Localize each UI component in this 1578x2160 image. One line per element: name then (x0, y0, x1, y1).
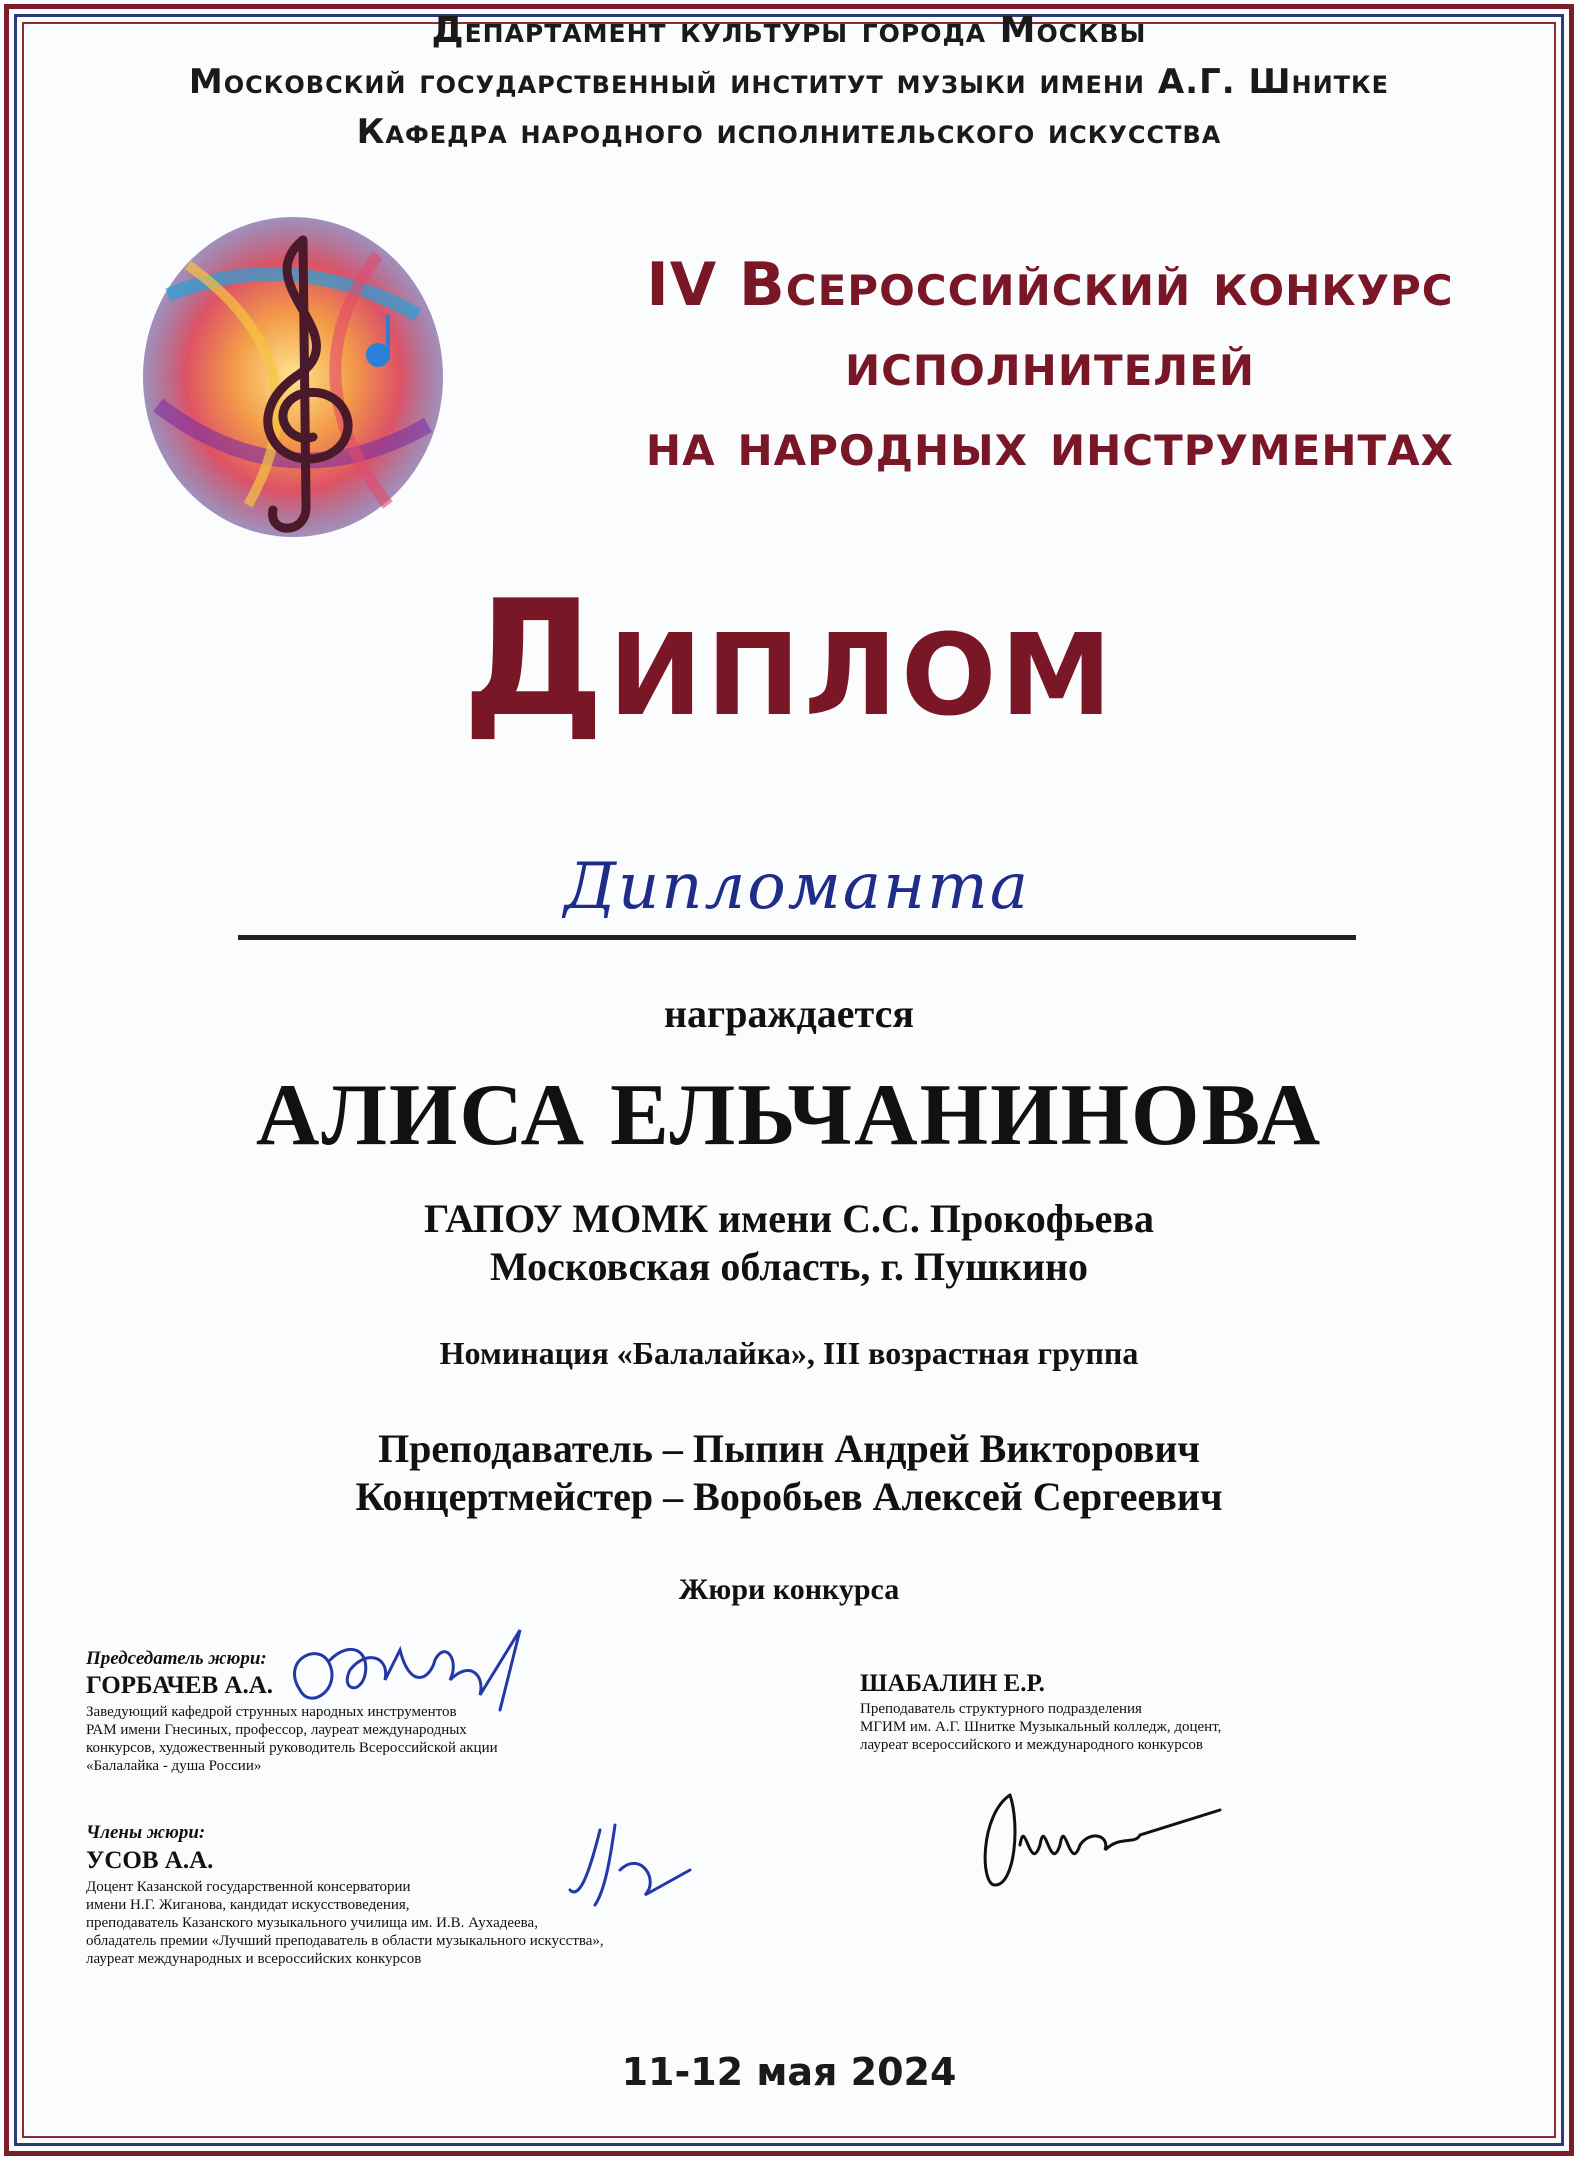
jury-members-role: Члены жюри: (86, 1822, 206, 1843)
institution-location: Московская область, г. Пушкино (489, 1244, 1089, 1289)
institution-name: ГАПОУ МОМК имени С.С. Прокофьева (424, 1196, 1154, 1241)
degree-underline (238, 935, 1356, 940)
signature-member1-icon (560, 1810, 710, 1920)
jury-member2-name: ШАБАЛИН Е.Р. (860, 1670, 1045, 1697)
header-institute: Московский государственный институт музыки имени А.Г. Шнитке (188, 62, 1390, 102)
header-department: Департамент культуры города Москвы (431, 10, 1147, 51)
diploma-title: Диплом (462, 565, 1116, 752)
awarded-label: награждается (664, 991, 914, 1036)
jury-chair-role: Председатель жюри: (86, 1648, 267, 1669)
header-chair: Кафедра народного исполнительского искусства (356, 112, 1222, 152)
contest-title-line2: исполнителей (844, 330, 1256, 400)
teacher: Преподаватель – Пыпин Андрей Викторович (378, 1426, 1200, 1471)
contest-title-line3: на народных инструментах (645, 410, 1455, 480)
jury-member1-desc: Доцент Казанской государственной консерватории имени Н.Г. Жиганова, кандидат искусствоведения, преподаватель Казанского музыкального училища им. И.В. Аухадеева, обладатель премии «Лучший преподаватель в области музыкального искусства», лауреат международных и всероссийских конкурсов (86, 1879, 604, 1967)
degree-handwritten: Дипломанта (564, 850, 1030, 924)
treble-clef-logo-icon (128, 205, 458, 550)
jury-member1-name: УСОВ А.А. (86, 1847, 214, 1874)
nomination: Номинация «Балалайка», III возрастная группа (439, 1335, 1139, 1371)
accompanist: Концертмейстер – Воробьев Алексей Сергеевич (355, 1474, 1223, 1519)
signature-chair-icon (270, 1620, 560, 1730)
jury-member2-desc: Преподаватель структурного подразделения МГИМ им. А.Г. Шнитке Музыкальный колледж, доцент, лауреат всероссийского и международного конкурсов (860, 1701, 1222, 1753)
recipient-name: АЛИСА ЕЛЬЧАНИНОВА (255, 1067, 1323, 1164)
jury-chair-desc: Заведующий кафедрой струнных народных инструментов РАМ имени Гнесиных, профессор, лауреат международных конкурсов, художественный руководитель Всероссийской акции «Балалайка - душа России» (86, 1704, 498, 1774)
signature-member2-icon (970, 1775, 1230, 1905)
jury-heading: Жюри конкурса (678, 1573, 900, 1606)
jury-chair-name: ГОРБАЧЕВ А.А. (86, 1672, 274, 1699)
event-date: 11-12 мая 2024 (621, 2050, 957, 2094)
contest-title-line1: IV Всероссийский конкурс (646, 250, 1454, 320)
